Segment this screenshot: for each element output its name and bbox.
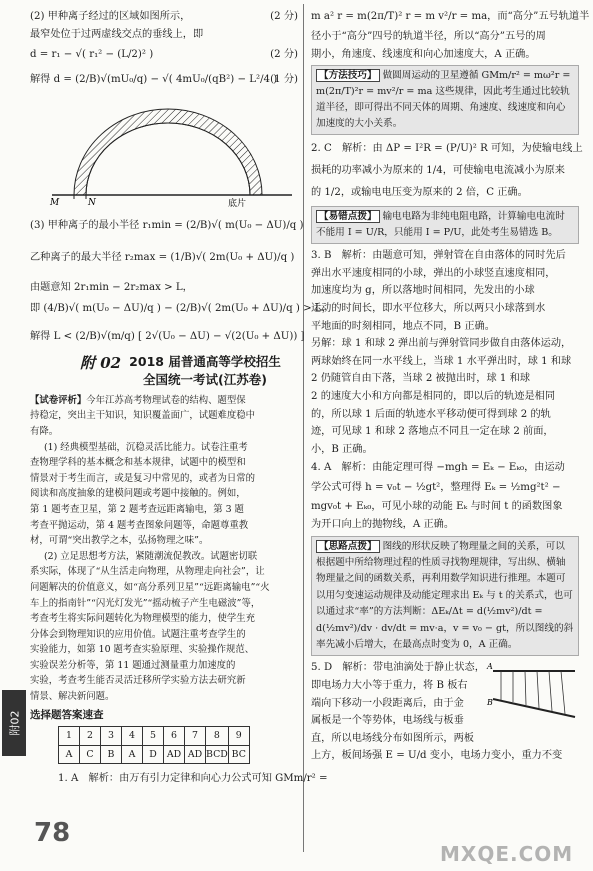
key-number: 5 [143, 727, 164, 746]
review-tag: 【试卷评析】 [30, 394, 87, 406]
error-tip-tag: 【易错点拨】 [316, 210, 380, 223]
answer-line: (2) 甲种离子经过的区域如图所示， (2 分) [30, 11, 298, 22]
key-answer: D [143, 745, 164, 764]
column-divider [303, 4, 304, 852]
solution-line: 小，B 正确。 [311, 443, 373, 455]
method-tip-box [311, 65, 579, 135]
error-tip-text: 输电电路为非纯电阻电路，计算输电电流时不能用 I = U/R，只能用 I = P/U，此处考生易错选 B。 [316, 211, 565, 239]
solution-line: m a² r = m(2π/T)² r = m v²/r = ma，而“高分”五号轨道半 [311, 11, 590, 22]
answer-line: 最窄处位于过两虚线交点的垂线上，即 [30, 28, 204, 40]
review-line: 车上的指南针”“闪光灯发光”“摇动梳子产生电磁波”等， [30, 597, 261, 609]
error-tip-box [311, 206, 579, 244]
key-answer: BCD [206, 745, 229, 764]
answer-key-table [58, 726, 250, 764]
answer-line: 由题意知 2r₁min − 2r₂max > L， [30, 282, 193, 294]
solution-line: 2 仍随管自由下落，当球 2 被抛出时，球 1 和球 [311, 373, 531, 385]
key-answer: AD [164, 745, 185, 764]
answer-key-numbers-row [59, 727, 250, 746]
solution-line: 迹，可见球 1 和球 2 落地点不同且一定在球 2 前面， [311, 426, 554, 438]
appendix-side-tab-label: 附02 [8, 710, 21, 736]
solution-line: 的 1/2，或输电电压变为原来的 2 倍，C 正确。 [311, 187, 528, 199]
solution-line: 径小于“高分”四号的轨道半径，所以“高分”五号的周 [311, 31, 546, 42]
solution-line: mgv₀t + Eₖ₀，可见小球的动能 Eₖ 与时间 t 的函数图象 [311, 501, 563, 513]
label-a: A [487, 662, 493, 672]
answer-key-answers-row [59, 745, 250, 764]
solution-line: 运动的时间长，即水平位移大，所以两只小球落到水 [311, 302, 546, 314]
review-line: 实验能力，如第 10 题考查实验原理、实验操作规范、 [30, 644, 255, 656]
label-m: M [50, 198, 60, 209]
solution-line: 学公式可得 h = v₀t − ½gt²，整理得 Eₖ = ½mg²t² − [311, 482, 561, 494]
answer-line: 解得 L < (2/B)√(m/q) [ 2√(U₀ − ΔU) − √(2(U₀ + ΔU)) ] [30, 330, 305, 342]
solution-line: 2. C 解析：由 ΔP = I²R = (P/U)² R 可知，为使输电线上 [311, 143, 583, 155]
solution-line: 期小，角速度、线速度和向心加速度大，A 正确。 [311, 48, 536, 60]
solution-line: 平地面的时刻相同，地点不同，B 正确。 [311, 320, 495, 332]
solution-line: 加速度均为 g，所以落地时间相同，先发出的小球 [311, 285, 535, 297]
solution-line: 上方，板间场强 E = U/d 变小，电场力变小，重力不变 [311, 750, 563, 762]
ion-path-figure [30, 99, 298, 210]
solution-line: 端向下移动一小段距离后，由于金 [311, 697, 464, 709]
review-line: 分体会到物理知识的应用价值。试题注重考查学生的 [30, 628, 246, 640]
review-line: 有降。 [30, 425, 59, 437]
right-column [311, 0, 590, 765]
solution-line: 两球始终在同一水平线上，当球 1 水平弹出时，球 1 和球 [311, 355, 572, 367]
thinking-tip-box [311, 536, 579, 657]
thinking-tip-text: 图线的形状反映了物理量之间的关系，可以根据题中所给物理过程的性质寻找物理规律，写出纵、横轴物理量之间的函数关系，再利用数学知识进行推理。本题可以用匀变速运动规律及动能定理求出 Eₖ 与 t 的关系式，也可以通过求“率”的方法判断：ΔEₖ/Δt = d(½mv²)/dt = d(½mv²)/dv · dv/dt = mv·a，v = v₀ − gt，所以图线的斜率先减小后增大，在最高点时变为 0，A 正确。 [316, 540, 574, 650]
solution-line: 即电场力大小等于重力，将 B 板右 [311, 679, 468, 691]
review-line: (1) 经典模型基础，沉稳灵活比能力。试卷注重考 [44, 441, 248, 453]
key-answer: AD [185, 745, 206, 764]
solution-line: 另解：球 1 和球 2 弹出前与弹射管同步做自由落体运动， [311, 338, 572, 350]
method-tip-text: 做圆周运动的卫星遵循 GMm/r² = mω²r = m(2π/T)²r = mv²/r = ma 这些规律，因此考生通过比较轨道半径，即可得出不同天体的周期、角速度、线速度和向心加速度的大小关系。 [316, 70, 571, 130]
answer-line: 乙种离子的最大半径 r₂max = (1/B)√( 2m(U₀ + ΔU)/q ) [30, 252, 295, 264]
key-answer: BC [228, 745, 249, 764]
key-number: 4 [122, 727, 143, 746]
capacitor-field-figure [487, 659, 579, 729]
left-column [30, 0, 332, 788]
answer-line: d = r₁ − √( r₁² − (L/2)² ) (2 分) [30, 49, 298, 61]
section-fu-label: 附 02 [80, 353, 122, 372]
method-tip-tag: 【方法技巧】 [316, 69, 380, 82]
review-line: 考查考生将实际问题转化为物理模型的能力，使学生充 [30, 613, 256, 625]
answer-line: 解得 d = (2/B)√(mU₀/q) − √( 4mU₀/(qB²) − L²/4 ) (1 分) [30, 74, 298, 86]
label-b: B [487, 698, 493, 708]
key-answer: A [59, 745, 80, 764]
q3-solution [311, 247, 579, 458]
answer-line: (3) 甲种离子的最小半径 r₁min = (2/B)√( m(U₀ − ΔU)/q ) [30, 220, 304, 232]
answer-line: 即 (4/B)√( m(U₀ − ΔU)/q ) − (2/B)√( 2m(U₀ + ΔU)/q ) > L， [30, 302, 332, 314]
q1-solution-cont [311, 6, 590, 63]
solution-line: 4. A 解析：由能定理可得 −mgh = Eₖ − Eₖ₀，由运动 [311, 462, 565, 474]
key-number: 9 [228, 727, 249, 746]
answer-part2-block [30, 8, 298, 93]
review-line: 阅读和高度抽象的建模问题或考题中接触的。例如， [30, 488, 246, 500]
plate-b [493, 699, 575, 717]
q1-solution-start: 1. A 解析：由万有引力定律和向心力公式可知 GMm/r² = [58, 773, 328, 785]
key-answer: C [80, 745, 101, 764]
solution-line: 损耗的功率减小为原来的 1/4，可使输电电流减小为原来 [311, 165, 565, 177]
q2-solution [311, 138, 583, 204]
paper-review [30, 393, 298, 705]
key-answer: A [122, 745, 143, 764]
key-answer: B [101, 745, 122, 764]
review-line: (2) 立足思想考方法，紧随潮流促教改。试题密切联 [44, 550, 258, 562]
solution-line: 3. B 解析：由题意可知，弹射管在自由落体的同时先后 [311, 250, 566, 262]
review-line: 实验误差分析等，第 11 题通过测量重力加速度的 [30, 659, 236, 671]
solution-line: 为开口向上的抛物线，A 正确。 [311, 518, 455, 530]
key-number: 1 [59, 727, 80, 746]
review-line: 【试卷评析】今年江苏高考物理试卷的结构、题型保 [30, 394, 246, 406]
label-film: 底片 [228, 199, 247, 210]
review-line: 系实际，体现了“从生活走向物理，从物理走向社会”，让 [30, 566, 265, 578]
review-line: 第 1 题考查卫星，第 2 题考查远距离输电，第 3 题 [30, 503, 244, 515]
review-line: 持稳定，突出主干知识，知识覆盖面广，试题难度稳中 [30, 410, 256, 422]
watermark: MXQE.COM [440, 842, 574, 866]
key-number: 2 [80, 727, 101, 746]
answer-key-title: 选择题答案速查 [30, 708, 104, 721]
review-line: 情景对于考生而言，或是复习中常见的，或者为日常的 [30, 472, 256, 484]
solution-line: 5. D 解析：带电油滴处于静止状态， [311, 662, 485, 674]
review-line: 问题解决的价值意义，如“高分系列卫星”“远距离输电”“火 [30, 581, 270, 593]
label-n: N [88, 198, 96, 209]
solution-line: 2 的速度大小和方向都是相同的，即以后的轨迹是相同 [311, 390, 556, 402]
review-line: 情景、解决新问题。 [30, 691, 115, 703]
review-line: 考查平抛运动，第 4 题考查图象问题等，命题尊重教 [30, 519, 249, 531]
solution-line: 直，所以电场线分布如图所示，两板 [311, 732, 474, 744]
key-number: 3 [101, 727, 122, 746]
section-header [30, 353, 298, 391]
solution-line: 弹出水平速度相同的小球，弹出的小球竖直速度相同， [311, 267, 556, 279]
q5-solution [311, 659, 579, 765]
review-line: 查物理学科的基本概念和基本规律，试题中的模型和 [30, 457, 246, 469]
key-number: 8 [206, 727, 229, 746]
section-title-line1: 2018 届普通高等学校招生 [129, 353, 281, 369]
key-number: 7 [185, 727, 206, 746]
answer-line [30, 271, 298, 279]
solution-line: 属板是一个等势体，电场线与板垂 [311, 715, 464, 727]
thinking-tip-tag: 【思路点拨】 [316, 540, 380, 553]
appendix-side-tab [2, 690, 26, 756]
answer-part3-block [30, 213, 332, 349]
section-title-line2: 全国统一考试(江苏卷) [143, 371, 267, 387]
q4-solution [311, 458, 579, 533]
page-number: 78 [34, 818, 71, 848]
key-number: 6 [164, 727, 185, 746]
solution-line: 的，所以球 1 后面的轨迹水平移动便可得到球 2 的轨 [311, 408, 551, 420]
review-line: 材，可谓“突出教学之本，弘扬物理之味”。 [30, 535, 209, 547]
review-line: 实验，考查考生能否灵活迁移所学实验方法去研究新 [30, 675, 246, 687]
